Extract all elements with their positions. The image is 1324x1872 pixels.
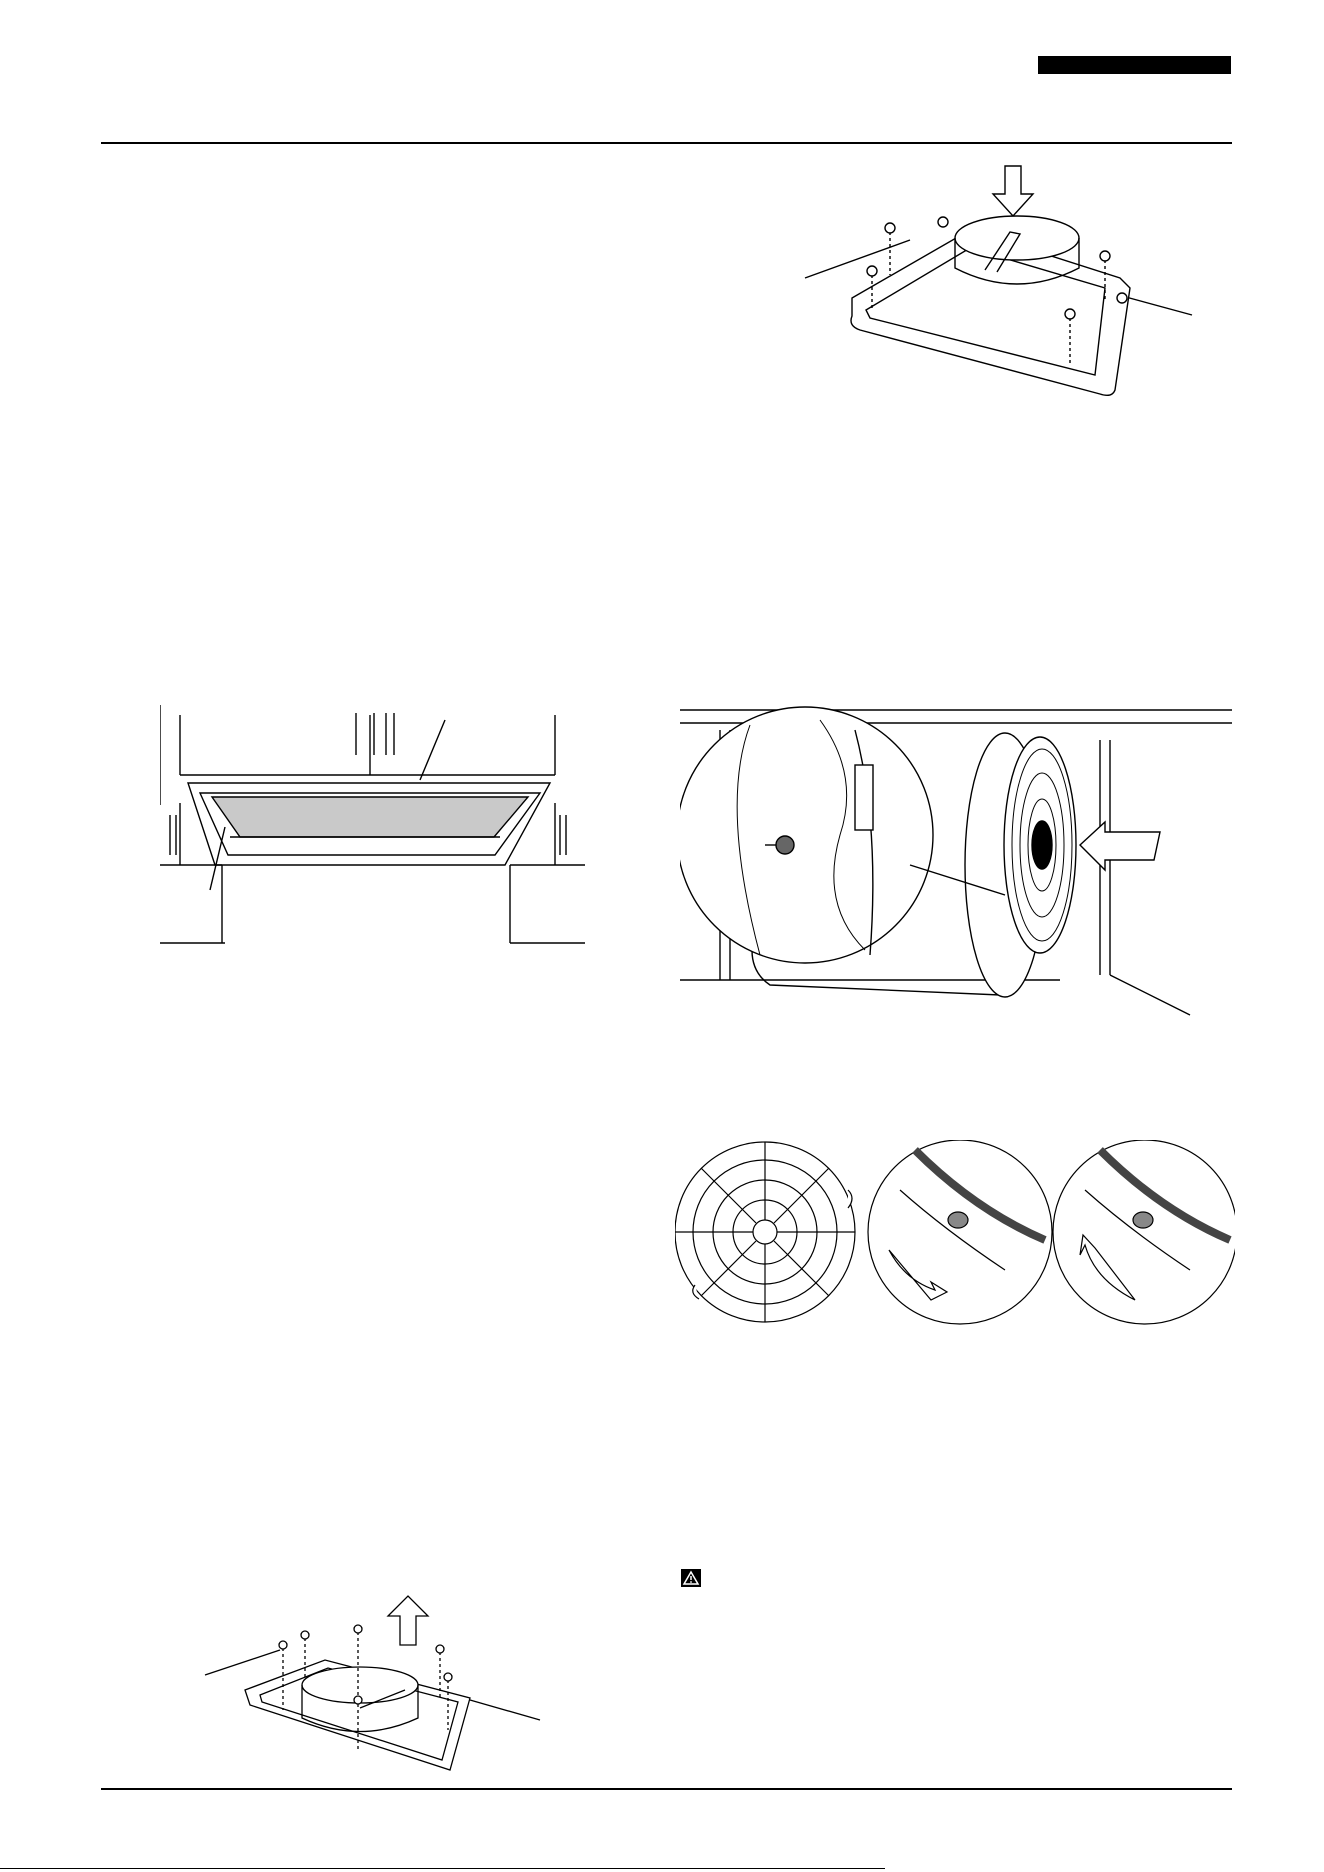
footer-cut-line <box>0 1868 885 1869</box>
hood-cabinet-figure <box>160 705 585 945</box>
header-rule <box>101 142 1232 144</box>
warning-triangle-icon <box>681 1569 701 1587</box>
rotate-counterclockwise-icon <box>1053 1140 1235 1324</box>
arrow-down-icon <box>993 166 1033 216</box>
arrow-left-icon <box>1080 822 1160 870</box>
carbon-filter-insert-figure <box>680 705 1232 1025</box>
flange-install-figure <box>800 160 1200 400</box>
header-tab-block <box>1038 56 1231 74</box>
footer-rule <box>101 1788 1232 1790</box>
arrow-up-icon <box>388 1596 428 1645</box>
flange-remove-figure <box>200 1590 545 1775</box>
rotate-clockwise-icon <box>868 1140 1052 1324</box>
filter-rotate-figure <box>675 1140 1235 1325</box>
